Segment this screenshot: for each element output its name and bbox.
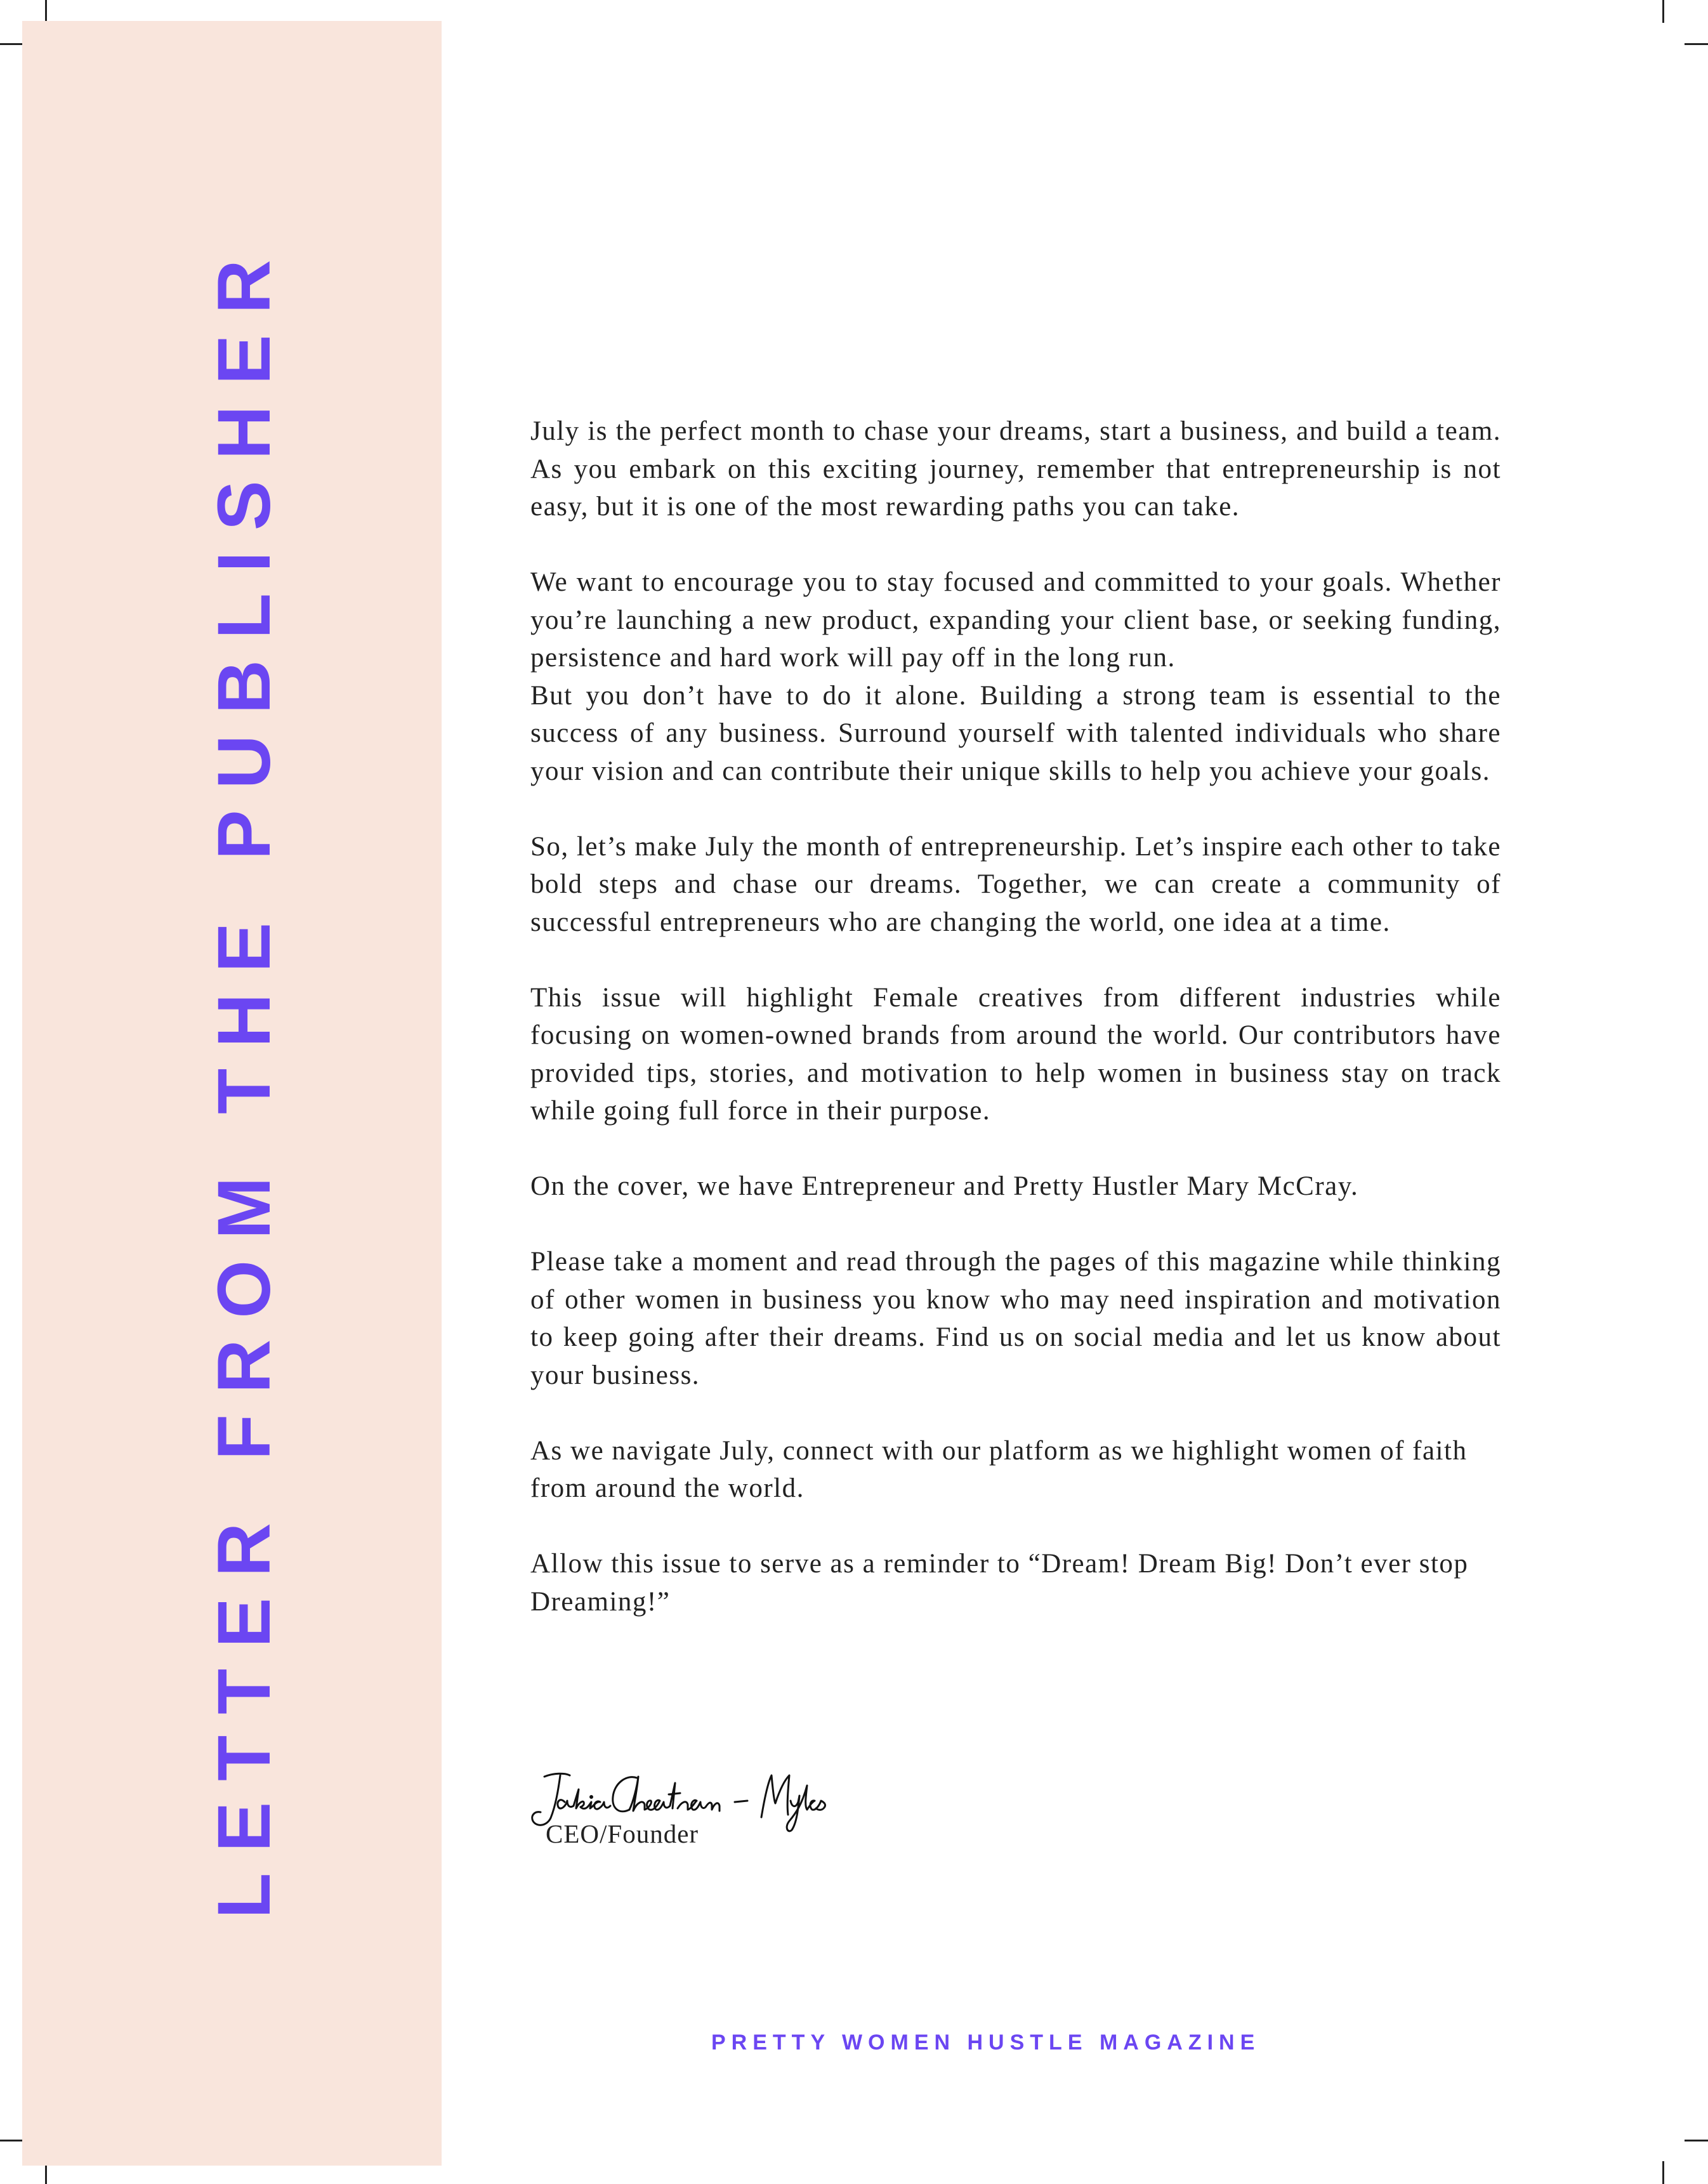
sidebar-title: LETTER FROM THE PUBLISHER bbox=[202, 239, 286, 1919]
letter-paragraph: So, let’s make July the month of entrepreneurship. Let’s inspire each other to take bold steps and chase our dreams. Together, we can create a community of successful entrepreneurs who are changing the world, one idea at a time. bbox=[530, 831, 1501, 937]
crop-mark-top-left-horizontal bbox=[0, 43, 24, 45]
crop-mark-top-right-vertical bbox=[1662, 0, 1664, 23]
letter-body bbox=[530, 412, 1501, 1659]
letter-paragraph: Please take a moment and read through the pages of this magazine while thinking of other women in business you know who may need inspiration and motivation to keep going after their dreams. Find us on social media and let us know about your business. bbox=[530, 1247, 1501, 1390]
crop-mark-bottom-right-horizontal bbox=[1685, 2140, 1708, 2141]
crop-mark-bottom-left-horizontal bbox=[0, 2140, 24, 2141]
signer-title: CEO/Founder bbox=[546, 1819, 699, 1848]
letter-paragraph: This issue will highlight Female creatives from different industries while focusing on women-owned brands from around the world. Our contributors have provided tips, stories, and motivation to help women in business stay on track while going full force in their purpose. bbox=[530, 982, 1501, 1126]
letter-paragraph: July is the perfect month to chase your dreams, start a business, and build a team. As you embark on this exciting journey, remember that entrepreneurship is not easy, but it is one of the most rewarding paths you can take. bbox=[530, 416, 1501, 522]
letter-paragraph: On the cover, we have Entrepreneur and Pretty Hustler Mary McCray. bbox=[530, 1171, 1359, 1201]
letter-paragraph: As we navigate July, connect with our platform as we highlight women of faith from around the world. bbox=[530, 1435, 1468, 1503]
letter-paragraph: But you don’t have to do it alone. Building a strong team is essential to the success of any business. Surround yourself with talented individuals who share your vision and can contribute their unique skills to help you achieve your goals. bbox=[530, 680, 1501, 786]
letter-paragraph: Allow this issue to serve as a reminder to “Dream! Dream Big! Don’t ever stop Dreaming!” bbox=[530, 1549, 1469, 1617]
crop-mark-top-left-vertical bbox=[45, 0, 47, 23]
magazine-footer: PRETTY WOMEN HUSTLE MAGAZINE bbox=[711, 2030, 1261, 2055]
crop-mark-top-right-horizontal bbox=[1685, 43, 1708, 45]
letter-paragraph: We want to encourage you to stay focused and committed to your goals. Whether you’re launching a new product, expanding your client base, or seeking funding, persistence and hard work will pay off in the long run. bbox=[530, 567, 1501, 673]
crop-mark-bottom-right-vertical bbox=[1662, 2161, 1664, 2184]
